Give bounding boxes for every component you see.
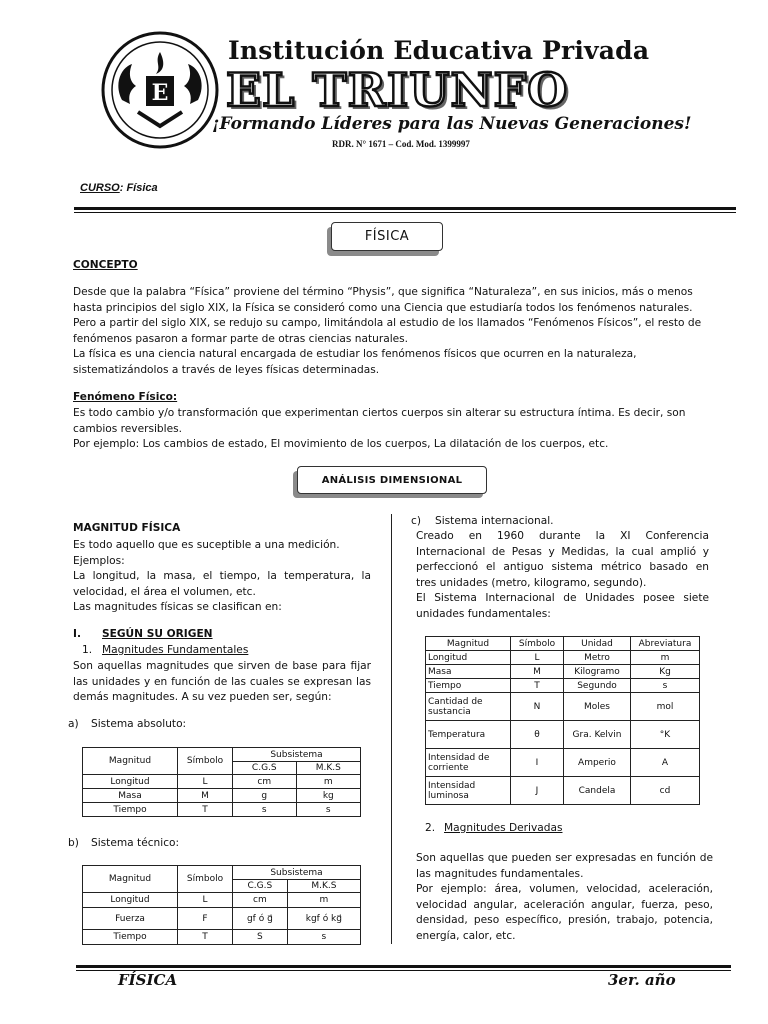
fund-line: las unidades y en función de las cuales se expresan las [73, 675, 371, 688]
cell: cm [233, 775, 297, 789]
section-box [297, 466, 487, 498]
concepto-line: Desde que la palabra “Física” proviene del término “Physis”, que significa “Naturaleza”, en sus inicios, más o menos [73, 286, 693, 298]
cell: Tiempo [426, 679, 511, 693]
table-si [425, 636, 700, 805]
cell: Metro [564, 651, 631, 665]
fund-line: Son aquellas magnitudes que sirven de base para fijar [73, 660, 371, 672]
cell: θ [511, 721, 564, 749]
cell: kg [296, 789, 360, 803]
cell: M [178, 789, 233, 803]
cell: °K [631, 721, 700, 749]
course-value: : Física [119, 182, 158, 194]
cell: Temperatura [426, 721, 511, 749]
cell: Segundo [564, 679, 631, 693]
th-cgs: C.G.S [233, 762, 297, 775]
section-box-label: ANÁLISIS DIMENSIONAL [297, 466, 487, 494]
cell: m [296, 775, 360, 789]
cell: A [631, 749, 700, 777]
concepto-line: La física es una ciencia natural encargada de estudiar los fenómenos físicos que ocurren en la naturaleza, [73, 348, 637, 361]
deriv-line: densidad, peso específico, presión, trabajo, potencia, [416, 914, 713, 927]
header-rule-thin [74, 212, 736, 213]
b-label: b) [68, 837, 79, 849]
th-subsistema: Subsistema [233, 866, 361, 880]
brand-name: EL TRIUNFO [226, 63, 569, 117]
cell: Tiempo [83, 803, 178, 817]
th-simbolo: Símbolo [178, 748, 233, 775]
column-divider [391, 514, 392, 944]
cell: I [511, 749, 564, 777]
origen-number: I. [73, 628, 81, 640]
title-box-label: FÍSICA [331, 222, 443, 251]
cell: N [511, 693, 564, 721]
concepto-heading: CONCEPTO [73, 259, 138, 271]
cell: L [511, 651, 564, 665]
th-magnitud: Magnitud [83, 748, 178, 775]
cell: Fuerza [83, 908, 178, 930]
cell: Masa [83, 789, 178, 803]
cell: Cantidad de sustancia [426, 693, 511, 721]
fenomeno-text [73, 406, 713, 453]
cell: s [296, 803, 360, 817]
cell: mol [631, 693, 700, 721]
cell: Tiempo [83, 930, 178, 945]
cell: m [287, 893, 360, 908]
concepto-line: fenómenos pasaron a formar parte de otras ciencias naturales. [73, 332, 409, 345]
cell: Longitud [426, 651, 511, 665]
magnitud-line: Ejemplos: [73, 554, 125, 567]
concepto-line: sistematizándolos a través de leyes físicas determinadas. [73, 363, 380, 376]
cell: kgf ó kg⃗ [287, 908, 360, 930]
fund-line: demás magnitudes. A su vez pueden ser, según: [73, 691, 332, 704]
cell: cm [233, 893, 288, 908]
footer-rule [76, 965, 731, 968]
cell: Masa [426, 665, 511, 679]
th-simbolo: Símbolo [178, 866, 233, 893]
c-line: perfeccionó el antiguo sistema métrico basado en [416, 561, 709, 574]
cell: M [511, 665, 564, 679]
cell: Amperio [564, 749, 631, 777]
cell: F [178, 908, 233, 930]
cell: s [631, 679, 700, 693]
table-absoluto [82, 747, 361, 817]
a-text: Sistema absoluto: [91, 718, 187, 730]
deriv-line: velocidad angular, aceleración angular, fuerza, peso, [416, 898, 713, 911]
c-line: tres unidades (metro, kilogramo, segundo). [416, 576, 647, 589]
cell: L [178, 893, 233, 908]
fund-number: 1. [82, 644, 93, 656]
concepto-text [73, 285, 713, 379]
c-label: c) [411, 515, 421, 527]
magnitud-line: velocidad, el área el volumen, etc. [73, 585, 256, 598]
concepto-line: hasta principios del siglo XIX, la Física se consideró como una Ciencia que estudiaría todos los fenómenos naturales. [73, 301, 693, 314]
cell: m [631, 651, 700, 665]
cell: Longitud [83, 775, 178, 789]
deriv-text [416, 851, 713, 945]
deriv-line: las magnitudes fundamentales. [416, 867, 584, 880]
magnitud-line: La longitud, la masa, el tiempo, la temperatura, la [73, 570, 371, 583]
footer-grade: 3er. año [608, 971, 676, 989]
c-line: El Sistema Internacional de Unidades posee siete [416, 592, 709, 605]
svg-text:E: E [151, 80, 169, 106]
cell: g [233, 789, 297, 803]
deriv-heading: Magnitudes Derivadas [444, 822, 563, 834]
table-tecnico [82, 865, 361, 945]
institution-title: Institución Educativa Privada [228, 36, 650, 65]
header-rule [74, 207, 736, 210]
deriv-number: 2. [425, 822, 436, 834]
th-mks: M.K.S [287, 880, 360, 893]
th-magnitud: Magnitud [83, 866, 178, 893]
th: Magnitud [426, 637, 511, 651]
course-line [80, 182, 158, 194]
b-text: Sistema técnico: [91, 837, 180, 849]
deriv-line: Por ejemplo: área, volumen, velocidad, aceleración, [416, 883, 713, 896]
cell: s [287, 930, 360, 945]
course-label: CURSO [80, 182, 120, 194]
cell: Intensidad de corriente [426, 749, 511, 777]
school-logo [100, 30, 220, 150]
fenomeno-line: cambios reversibles. [73, 422, 182, 435]
cell: S [233, 930, 288, 945]
cell: J [511, 777, 564, 805]
cell: Moles [564, 693, 631, 721]
rdr-code: RDR. N° 1671 – Cod. Mod. 1399997 [332, 139, 470, 149]
footer-subject: FÍSICA [118, 971, 178, 989]
th: Abreviatura [631, 637, 700, 651]
fund-heading: Magnitudes Fundamentales [102, 644, 249, 656]
cell: cd [631, 777, 700, 805]
c-paragraph [416, 529, 709, 623]
c-line: unidades fundamentales: [416, 607, 551, 620]
concepto-line: Pero a partir del siglo XIX, se redujo su campo, limitándola al estudio de los llamados “Fenómenos Físicos”, el resto de [73, 317, 702, 330]
cell: Intensidad luminosa [426, 777, 511, 805]
cell: L [178, 775, 233, 789]
magnitud-line: Es todo aquello que es suceptible a una medición. [73, 539, 340, 551]
fenomeno-heading: Fenómeno Físico: [73, 391, 178, 403]
th: Símbolo [511, 637, 564, 651]
th-mks: M.K.S [296, 762, 360, 775]
cell: Gra. Kelvin [564, 721, 631, 749]
cell: Kg [631, 665, 700, 679]
fenomeno-line: Por ejemplo: Los cambios de estado, El movimiento de los cuerpos, La dilatación de los cuerpos, etc. [73, 438, 609, 451]
magnitud-text [73, 538, 371, 616]
cell: T [178, 930, 233, 945]
magnitud-heading: MAGNITUD FÍSICA [73, 522, 181, 534]
fenomeno-line: Es todo cambio y/o transformación que experimentan ciertos cuerpos sin alterar su estructura íntima. Es decir, son [73, 407, 686, 419]
th: Unidad [564, 637, 631, 651]
slogan: ¡Formando Líderes para las Nuevas Generaciones! [212, 114, 692, 134]
cell: T [178, 803, 233, 817]
c-line: Internacional de Pesas y Medidas, la cual amplió y [416, 545, 709, 558]
a-label: a) [68, 718, 79, 730]
cell: gf ó g⃗ [233, 908, 288, 930]
c-line: Creado en 1960 durante la XI Conferencia [416, 530, 709, 542]
magnitud-line: Las magnitudes físicas se clasifican en: [73, 601, 282, 614]
th-cgs: C.G.S [233, 880, 288, 893]
title-box [331, 222, 443, 256]
origen-heading: SEGÚN SU ORIGEN [102, 628, 213, 640]
th-subsistema: Subsistema [233, 748, 361, 762]
cell: Longitud [83, 893, 178, 908]
deriv-line: Son aquellas que pueden ser expresadas en función de [416, 852, 713, 864]
c-text: Sistema internacional. [435, 515, 554, 527]
cell: Kilogramo [564, 665, 631, 679]
cell: T [511, 679, 564, 693]
deriv-line: energía, calor, etc. [416, 929, 516, 942]
fund-text [73, 659, 371, 706]
cell: Candela [564, 777, 631, 805]
cell: s [233, 803, 297, 817]
